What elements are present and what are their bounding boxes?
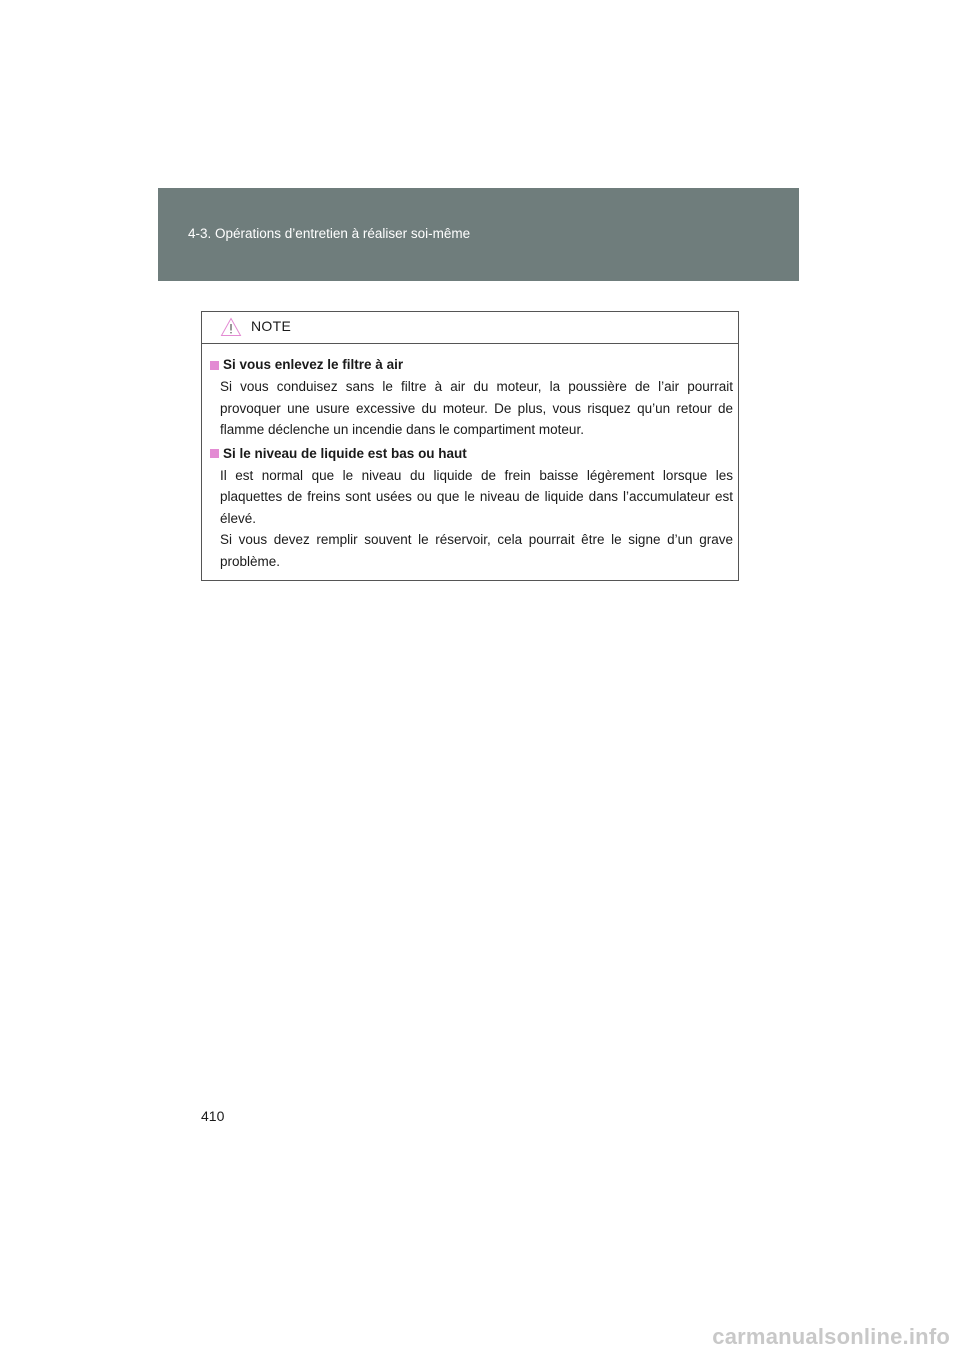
note-item-heading-text: Si vous enlevez le filtre à air bbox=[223, 357, 404, 372]
note-paragraph: Si vous conduisez sans le filtre à air du moteur, la poussière de l’air pourrait provoquer une usure excessive du moteur. De plus, vous risquez qu’un retour de flamme déclenche un incendie dans le compartiment moteur. bbox=[220, 379, 733, 437]
section-title: 4-3. Opérations d’entretien à réaliser soi-même bbox=[188, 226, 471, 241]
note-body bbox=[202, 344, 738, 572]
note-item-text bbox=[220, 465, 733, 573]
note-paragraph: Si vous devez remplir souvent le réservoir, cela pourrait être le signe d’un grave problème. bbox=[220, 532, 733, 569]
section-header-band bbox=[158, 188, 799, 281]
bullet-square-icon bbox=[210, 449, 219, 458]
bullet-square-icon bbox=[210, 361, 219, 370]
warning-triangle-icon bbox=[220, 317, 242, 337]
page-number: 410 bbox=[201, 1108, 225, 1124]
watermark: carmanualsonline.info bbox=[712, 1324, 950, 1349]
note-item-heading bbox=[210, 354, 733, 376]
note-paragraph: Il est normal que le niveau du liquide de frein baisse légèrement lorsque les plaquettes de freins sont usées ou que le niveau de liquide dans l’accumulateur est élevé. bbox=[220, 467, 733, 526]
note-label: NOTE bbox=[251, 318, 292, 334]
note-item-text bbox=[220, 376, 733, 441]
note-box bbox=[201, 311, 739, 581]
note-item-heading-text: Si le niveau de liquide est bas ou haut bbox=[223, 445, 467, 461]
note-item bbox=[210, 443, 733, 573]
note-item bbox=[210, 354, 733, 441]
note-header bbox=[202, 312, 738, 344]
note-item-heading bbox=[210, 443, 733, 465]
